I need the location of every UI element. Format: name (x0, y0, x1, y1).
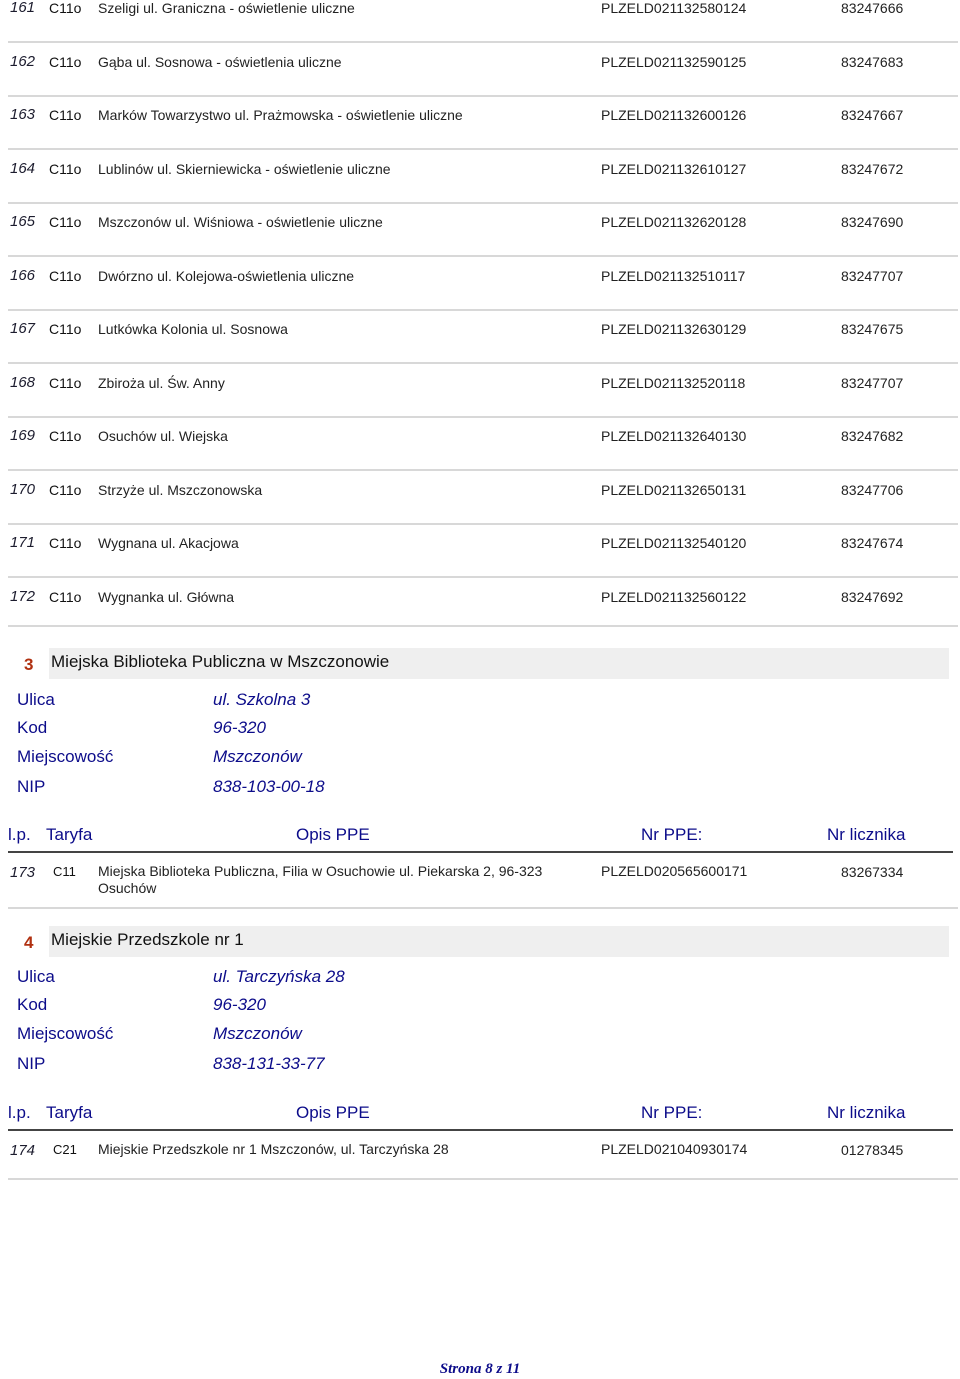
nip-label: NIP (17, 777, 46, 796)
row-ppe: PLZELD021132650131 (601, 482, 747, 498)
street-label: Ulica (17, 690, 55, 709)
column-header-description: Opis PPE (296, 825, 370, 844)
column-header-row (8, 1096, 953, 1131)
postal-code-value: 96-320 (213, 995, 266, 1014)
section-title: Miejska Biblioteka Publiczna w Mszczonowie (49, 648, 949, 679)
row-meter: 83247706 (841, 482, 904, 498)
row-number: 169 (10, 427, 36, 444)
row-description: Strzyże ul. Mszczonowska (98, 482, 263, 498)
row-ppe: PLZELD021132510117 (601, 268, 746, 284)
row-description: Gąba ul. Sosnowa - oświetlenia uliczne (98, 54, 342, 70)
row-number: 161 (10, 0, 36, 16)
row-tariff: C11o (49, 107, 82, 123)
row-description: Lublinów ul. Skierniewicka - oświetlenie uliczne (98, 161, 391, 177)
row-tariff: C11o (49, 54, 82, 70)
column-header-row (8, 818, 953, 853)
row-meter: 83247683 (841, 54, 904, 70)
row-ppe: PLZELD021132540120 (601, 535, 747, 551)
column-header-meter: Nr licznika (827, 825, 906, 844)
row-number: 174 (10, 1142, 36, 1159)
row-description: Zbiroża ul. Św. Anny (98, 375, 225, 391)
table-row (8, 149, 958, 204)
row-tariff: C11o (49, 589, 82, 605)
row-number: 173 (10, 864, 36, 881)
row-tariff: C11o (49, 535, 82, 551)
row-number: 167 (10, 320, 36, 337)
table-row (8, 256, 958, 311)
row-meter: 83247692 (841, 589, 904, 605)
row-ppe: PLZELD021132620128 (601, 214, 747, 230)
row-ppe: PLZELD020565600171 (601, 863, 748, 879)
locality-label: Miejscowość (17, 1024, 114, 1043)
column-header-lp: l.p. (8, 1103, 31, 1122)
row-meter: 83247667 (841, 107, 904, 123)
row-tariff: C21 (53, 1142, 77, 1157)
column-header-tariff: Taryfa (46, 1103, 93, 1122)
row-tariff: C11o (49, 375, 82, 391)
row-description: Marków Towarzystwo ul. Prażmowska - oświetlenie uliczne (98, 107, 463, 123)
column-header-meter: Nr licznika (827, 1103, 906, 1122)
row-meter: 83247675 (841, 321, 904, 337)
row-number: 171 (10, 534, 36, 551)
section-title: Miejskie Przedszkole nr 1 (49, 926, 949, 957)
row-description: Szeligi ul. Graniczna - oświetlenie uliczne (98, 0, 355, 16)
row-number: 170 (10, 481, 36, 498)
table-row (8, 1128, 958, 1180)
nip-value: 838-103-00-18 (213, 777, 325, 796)
table-row (8, 416, 958, 471)
table-row (8, 850, 958, 909)
street-value: ul. Tarczyńska 28 (213, 967, 345, 986)
row-ppe: PLZELD021132600126 (601, 107, 747, 123)
row-ppe: PLZELD021132630129 (601, 321, 747, 337)
table-row (8, 202, 958, 257)
locality-value: Mszczonów (213, 747, 302, 766)
row-meter: 83247690 (841, 214, 904, 230)
row-number: 163 (10, 106, 36, 123)
section-number: 4 (14, 930, 58, 956)
row-meter: 83267334 (841, 864, 904, 880)
row-meter: 83247674 (841, 535, 904, 551)
row-description: Miejska Biblioteka Publiczna, Filia w Osuchowie ul. Piekarska 2, 96-323 Osuchów (98, 863, 543, 896)
row-tariff: C11o (49, 214, 82, 230)
table-row (8, 363, 958, 418)
postal-code-label: Kod (17, 995, 48, 1014)
row-description: Dwórzno ul. Kolejowa-oświetlenia uliczne (98, 268, 355, 284)
column-header-tariff: Taryfa (46, 825, 93, 844)
row-tariff: C11o (49, 0, 82, 16)
postal-code-label: Kod (17, 718, 48, 737)
row-description: Wygnanka ul. Główna (98, 589, 235, 605)
row-meter: 83247672 (841, 161, 904, 177)
section-header (10, 926, 950, 957)
table-row (8, 577, 958, 627)
row-number: 164 (10, 160, 36, 177)
row-tariff: C11o (49, 428, 82, 444)
row-description: Wygnana ul. Akacjowa (98, 535, 239, 551)
table-row (8, 95, 958, 150)
street-value: ul. Szkolna 3 (213, 690, 311, 709)
row-tariff: C11o (49, 482, 82, 498)
row-description: Miejskie Przedszkole nr 1 Mszczonów, ul. Tarczyńska 28 (98, 1141, 449, 1157)
row-ppe: PLZELD021132610127 (601, 161, 747, 177)
row-ppe: PLZELD021132560122 (601, 589, 747, 605)
row-meter: 83247707 (841, 375, 904, 391)
row-ppe: PLZELD021132580124 (601, 0, 747, 16)
row-tariff: C11o (49, 161, 82, 177)
table-row (8, 0, 958, 43)
row-meter: 01278345 (841, 1142, 904, 1158)
row-number: 172 (10, 588, 36, 605)
row-ppe: PLZELD021040930174 (601, 1141, 748, 1157)
table-row (8, 309, 958, 364)
table-row (8, 523, 958, 578)
postal-code-value: 96-320 (213, 718, 266, 737)
row-tariff: C11o (49, 321, 82, 337)
table-row (8, 470, 958, 525)
row-description: Lutkówka Kolonia ul. Sosnowa (98, 321, 288, 337)
row-description: Osuchów ul. Wiejska (98, 428, 228, 444)
column-header-ppe: Nr PPE: (641, 825, 703, 844)
section-number: 3 (14, 652, 58, 678)
row-number: 165 (10, 213, 36, 230)
row-tariff: C11o (49, 268, 82, 284)
row-ppe: PLZELD021132640130 (601, 428, 747, 444)
row-tariff: C11 (53, 864, 76, 879)
nip-label: NIP (17, 1054, 46, 1073)
column-header-description: Opis PPE (296, 1103, 370, 1122)
column-header-ppe: Nr PPE: (641, 1103, 703, 1122)
row-meter: 83247707 (841, 268, 904, 284)
row-number: 166 (10, 267, 36, 284)
row-meter: 83247666 (841, 0, 904, 16)
section-header (10, 648, 950, 679)
row-number: 162 (10, 53, 36, 70)
row-meter: 83247682 (841, 428, 904, 444)
page-number: Strona 8 z 11 (439, 1361, 521, 1377)
row-ppe: PLZELD021132520118 (601, 375, 746, 391)
row-number: 168 (10, 374, 36, 391)
locality-value: Mszczonów (213, 1024, 302, 1043)
row-ppe: PLZELD021132590125 (601, 54, 747, 70)
nip-value: 838-131-33-77 (213, 1054, 325, 1073)
street-label: Ulica (17, 967, 55, 986)
row-description: Mszczonów ul. Wiśniowa - oświetlenie uliczne (98, 214, 383, 230)
locality-label: Miejscowość (17, 747, 114, 766)
column-header-lp: l.p. (8, 825, 31, 844)
table-row (8, 42, 958, 97)
